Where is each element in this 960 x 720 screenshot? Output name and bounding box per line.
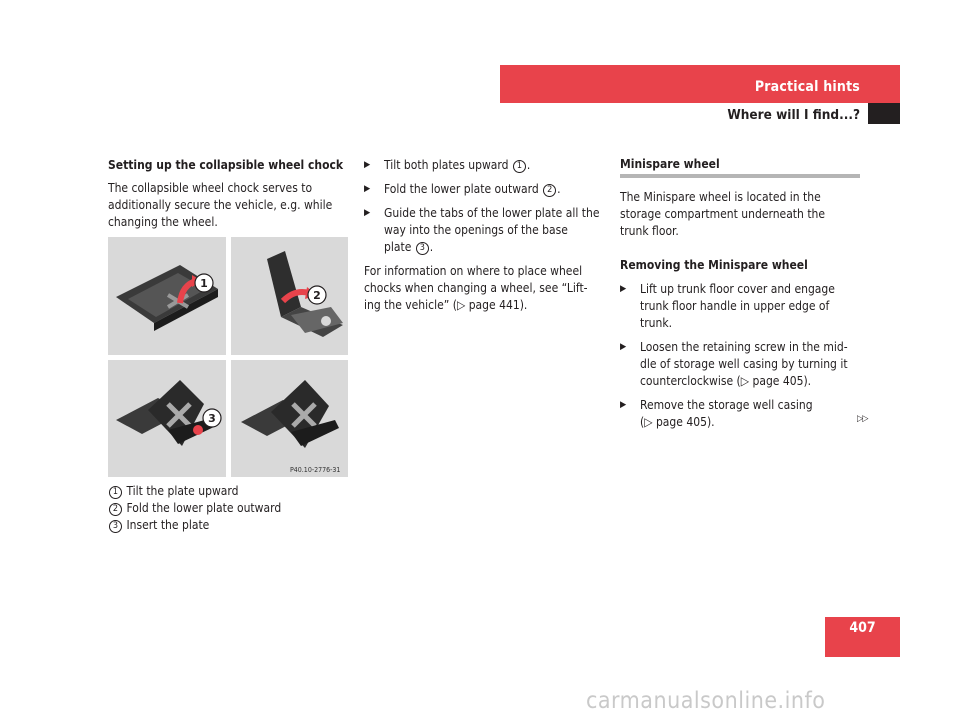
- bullet-arrow-icon: ▶: [620, 400, 627, 410]
- minispare-para-line1: The Minispare wheel is located in the: [620, 190, 821, 204]
- bullet-arrow-icon: ▶: [620, 342, 627, 352]
- heading-rule: [620, 174, 860, 178]
- chock-heading: Setting up the collapsible wheel chock: [108, 158, 344, 172]
- chock-image-step4: [231, 360, 348, 477]
- page-number: 407: [849, 620, 876, 636]
- image-label-2: 2: [313, 289, 321, 302]
- wheel-chock-info-line3: ing the vehicle” (▷ page 441).: [364, 298, 528, 312]
- section-title: Practical hints: [754, 79, 860, 95]
- bullet-arrow-icon: ▶: [364, 208, 371, 218]
- removing-subheading: Removing the Minispare wheel: [620, 258, 808, 272]
- image-label-1: 1: [200, 277, 208, 290]
- minispare-heading: Minispare wheel: [620, 157, 720, 171]
- watermark: carmanualsonline.info: [586, 688, 826, 714]
- caption-text-1: Tilt the plate upward: [126, 484, 239, 498]
- chock-image-step1: [108, 237, 226, 355]
- bullet-arrow-icon: ▶: [364, 160, 371, 170]
- caption-text-2: Fold the lower plate outward: [126, 501, 282, 515]
- caption-num-3: 3: [109, 520, 122, 533]
- caption-2: [108, 500, 281, 517]
- step-lift-floor: ▶ Lift up trunk floor cover and engage trunk floor handle in upper edge of trunk.: [620, 282, 835, 330]
- step-loosen-screw: ▶ Loosen the retaining screw in the mid- dle of storage well casing by turning it counterclockwise (▷ page 405).: [620, 340, 848, 388]
- continue-icon: ▷▷: [857, 414, 868, 424]
- caption-num-1: 1: [109, 486, 122, 499]
- header-marker: [868, 103, 900, 124]
- bullet-arrow-icon: ▶: [364, 184, 371, 194]
- caption-1: [108, 483, 238, 500]
- wheel-chock-info-line1: For information on where to place wheel: [364, 264, 583, 278]
- chock-image-step2: [231, 237, 348, 355]
- chock-image-step3: [108, 360, 226, 477]
- subsection-title: Where will I find...?: [727, 107, 860, 123]
- step-remove-casing: ▶ Remove the storage well casing (▷ page 405).: [620, 398, 813, 429]
- step-guide-tabs: ▶ Guide the tabs of the lower plate all the way into the openings of the base plate 3 .: [364, 206, 600, 254]
- bullet-arrow-icon: ▶: [620, 284, 627, 294]
- chock-para-line3: changing the wheel.: [108, 215, 218, 229]
- minispare-para-line2: storage compartment underneath the: [620, 207, 826, 221]
- image-label-3: 3: [208, 412, 216, 425]
- chock-para-line1: The collapsible wheel chock serves to: [108, 181, 313, 195]
- chock-para-line2: additionally secure the vehicle, e.g. while: [108, 198, 333, 212]
- caption-text-3: Insert the plate: [126, 518, 210, 532]
- minispare-para-line3: trunk floor.: [620, 224, 679, 238]
- image-code: P40.10-2776-31: [290, 466, 341, 474]
- caption-3: [108, 517, 209, 534]
- wheel-chock-info-line2: chocks when changing a wheel, see “Lift-: [364, 281, 588, 295]
- caption-num-2: 2: [109, 503, 122, 516]
